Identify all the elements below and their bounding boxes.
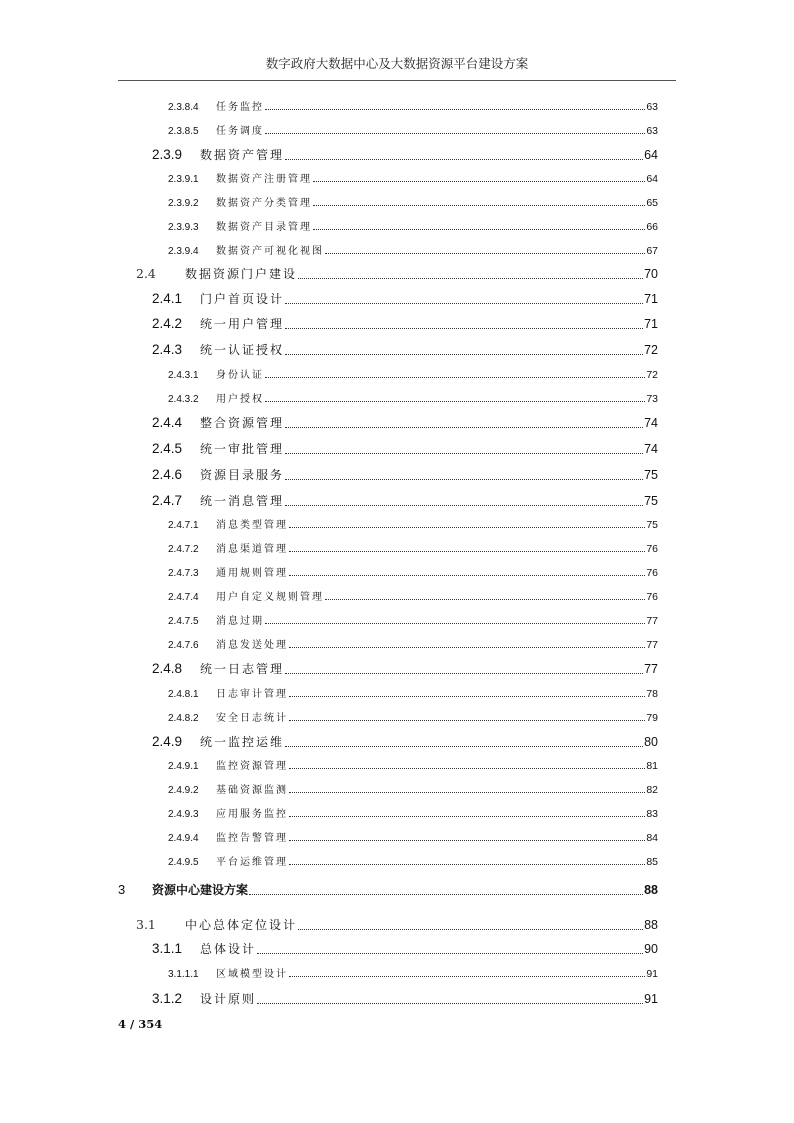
toc-dot-leader	[285, 479, 643, 480]
toc-entry[interactable]	[152, 990, 658, 1007]
toc-entry-title: 数据资产分类管理	[216, 198, 312, 209]
toc-dot-leader	[289, 720, 645, 721]
toc-entry-number: 2.4.7	[152, 493, 183, 508]
toc-entry-number: 2.4.6	[152, 467, 183, 482]
toc-entry-page: 91	[646, 968, 658, 980]
toc-entry-page: 73	[646, 393, 658, 405]
toc-entry-page: 74	[644, 442, 658, 456]
toc-entry[interactable]	[168, 636, 658, 651]
toc-entry-page: 77	[646, 615, 658, 627]
toc-entry-page: 75	[646, 519, 658, 531]
toc-dot-leader	[289, 647, 645, 648]
toc-entry-number: 3.1	[136, 917, 156, 932]
toc-entry-page: 77	[644, 662, 658, 676]
toc-entry-number: 2.4.9.3	[168, 809, 199, 820]
toc-entry[interactable]	[168, 540, 658, 555]
toc-entry-page: 64	[644, 148, 658, 162]
toc-dot-leader	[313, 229, 645, 230]
toc-entry-number: 2.3.9.2	[168, 198, 199, 209]
toc-entry[interactable]	[152, 440, 658, 457]
toc-entry[interactable]	[168, 829, 658, 844]
toc-entry-number: 3.1.1.1	[168, 969, 199, 980]
toc-entry[interactable]	[168, 853, 658, 868]
toc-entry[interactable]	[152, 492, 658, 509]
toc-entry-page: 72	[646, 369, 658, 381]
toc-entry-number: 2.4.8	[152, 661, 183, 676]
toc-entry-number: 2.4.7.5	[168, 616, 199, 627]
toc-entry-page: 82	[646, 784, 658, 796]
toc-entry[interactable]	[152, 315, 658, 332]
toc-entry-title: 数据资源门户建设	[185, 267, 298, 281]
toc-entry-number: 2.4.7.6	[168, 640, 199, 651]
toc-entry-title: 总体设计	[200, 942, 257, 956]
toc-entry-title: 用户自定义规则管理	[216, 592, 324, 603]
toc-dot-leader	[285, 427, 643, 428]
toc-entry[interactable]	[152, 146, 658, 163]
toc-entry-number: 2.4.7.1	[168, 520, 199, 531]
page-number-footer: 4 / 354	[118, 1017, 163, 1031]
toc-entry-page: 81	[646, 760, 658, 772]
toc-entry-title: 整合资源管理	[200, 416, 285, 430]
toc-entry-title: 数据资产注册管理	[216, 174, 312, 185]
toc-dot-leader	[313, 205, 645, 206]
toc-entry-page: 75	[644, 494, 658, 508]
toc-dot-leader	[257, 1003, 643, 1004]
toc-entry-title: 资源中心建设方案	[152, 883, 249, 897]
toc-entry[interactable]	[152, 466, 658, 483]
toc-dot-leader	[289, 816, 645, 817]
toc-dot-leader	[285, 453, 643, 454]
toc-entry-page: 70	[644, 267, 658, 281]
toc-entry-number: 2.4.9.1	[168, 761, 199, 772]
toc-entry-page: 72	[644, 343, 658, 357]
toc-entry-number: 2.4.2	[152, 316, 183, 331]
toc-dot-leader	[289, 840, 645, 841]
toc-entry-page: 71	[644, 317, 658, 331]
toc-dot-leader	[289, 976, 645, 977]
toc-entry-page: 63	[646, 101, 658, 113]
toc-entry-number: 2.4.3.1	[168, 370, 199, 381]
toc-entry-number: 2.3.8.5	[168, 126, 199, 137]
toc-entry[interactable]	[136, 265, 658, 282]
toc-entry-number: 2.4.9.4	[168, 833, 199, 844]
toc-entry-page: 91	[644, 992, 658, 1006]
toc-dot-leader	[285, 505, 643, 506]
toc-entry-page: 78	[646, 688, 658, 700]
toc-entry-title: 用户授权	[216, 394, 264, 405]
toc-entry[interactable]	[136, 916, 658, 933]
toc-entry[interactable]	[168, 965, 658, 980]
toc-entry-title: 统一消息管理	[200, 494, 285, 508]
toc-entry-title: 任务监控	[216, 102, 264, 113]
toc-dot-leader	[313, 181, 645, 182]
toc-dot-leader	[289, 768, 645, 769]
toc-entry-title: 中心总体定位设计	[185, 918, 298, 932]
toc-entry-page: 90	[644, 942, 658, 956]
toc-dot-leader	[325, 599, 645, 600]
toc-entry-title: 应用服务监控	[216, 809, 288, 820]
toc-entry[interactable]	[168, 390, 658, 405]
toc-entry-number: 2.4.3	[152, 342, 183, 357]
toc-entry-page: 63	[646, 125, 658, 137]
toc-entry[interactable]	[168, 170, 658, 185]
toc-entry-title: 监控告警管理	[216, 833, 288, 844]
toc-dot-leader	[285, 303, 643, 304]
toc-entry-page: 84	[646, 832, 658, 844]
toc-dot-leader	[285, 354, 643, 355]
toc-entry-number: 2.4.8.1	[168, 689, 199, 700]
toc-entry-title: 通用规则管理	[216, 568, 288, 579]
toc-entry-title: 门户首页设计	[200, 292, 285, 306]
toc-dot-leader	[265, 377, 645, 378]
toc-dot-leader	[298, 929, 643, 930]
toc-entry-number: 2.4.1	[152, 291, 183, 306]
toc-dot-leader	[289, 696, 645, 697]
toc-entry-title: 资源目录服务	[200, 468, 285, 482]
toc-entry-number: 2.3.9.4	[168, 246, 199, 257]
toc-entry-page: 77	[646, 639, 658, 651]
toc-entry-page: 80	[644, 735, 658, 749]
toc-entry-page: 64	[646, 173, 658, 185]
toc-entry-title: 数据资产目录管理	[216, 222, 312, 233]
toc-entry-number: 2.4.9	[152, 734, 183, 749]
toc-entry-title: 统一监控运维	[200, 735, 285, 749]
toc-entry[interactable]	[168, 709, 658, 724]
toc-entry-page: 76	[646, 567, 658, 579]
toc-dot-leader	[285, 328, 643, 329]
toc-entry-number: 2.4.4	[152, 415, 183, 430]
toc-entry[interactable]	[168, 757, 658, 772]
toc-entry-number: 2.4.8.2	[168, 713, 199, 724]
toc-entry-title: 基础资源监测	[216, 785, 288, 796]
toc-entry-number: 2.3.9.3	[168, 222, 199, 233]
toc-entry-page: 79	[646, 712, 658, 724]
toc-entry-page: 88	[644, 918, 658, 932]
toc-entry[interactable]	[168, 366, 658, 381]
toc-entry-page: 65	[646, 197, 658, 209]
toc-dot-leader	[257, 953, 643, 954]
toc-entry-number: 3.1.1	[152, 941, 183, 956]
toc-entry-number: 3	[118, 882, 126, 897]
toc-entry-title: 安全日志统计	[216, 713, 288, 724]
toc-entry-title: 消息类型管理	[216, 520, 288, 531]
toc-dot-leader	[265, 109, 645, 110]
toc-dot-leader	[249, 894, 643, 895]
toc-entry-title: 消息渠道管理	[216, 544, 288, 555]
toc-entry[interactable]	[168, 194, 658, 209]
toc-entry[interactable]	[118, 881, 658, 898]
toc-entry-number: 2.4.9.5	[168, 857, 199, 868]
toc-entry-page: 66	[646, 221, 658, 233]
toc-entry[interactable]	[152, 660, 658, 677]
toc-entry-title: 区域模型设计	[216, 969, 288, 980]
toc-entry-number: 2.4.3.2	[168, 394, 199, 405]
toc-entry[interactable]	[168, 805, 658, 820]
toc-entry-page: 67	[646, 245, 658, 257]
page-header-title: 数字政府大数据中心及大数据资源平台建设方案	[265, 56, 529, 71]
toc-entry[interactable]	[168, 685, 658, 700]
toc-dot-leader	[285, 746, 643, 747]
toc-entry[interactable]	[168, 98, 658, 113]
toc-entry-number: 2.3.9	[152, 147, 183, 162]
toc-entry-title: 数据资产管理	[200, 148, 285, 162]
toc-entry-title: 平台运维管理	[216, 857, 288, 868]
toc-entry[interactable]	[168, 242, 658, 257]
toc-entry-title: 消息发送处理	[216, 640, 288, 651]
toc-entry-title: 设计原则	[200, 992, 257, 1006]
toc-entry-page: 76	[646, 543, 658, 555]
toc-entry-page: 85	[646, 856, 658, 868]
toc-dot-leader	[289, 527, 645, 528]
toc-dot-leader	[265, 133, 645, 134]
toc-entry[interactable]	[168, 564, 658, 579]
toc-entry-number: 2.3.8.4	[168, 102, 199, 113]
toc-entry-title: 数据资产可视化视图	[216, 246, 324, 257]
toc-entry-page: 88	[644, 883, 658, 897]
toc-dot-leader	[285, 159, 643, 160]
toc-dot-leader	[298, 278, 643, 279]
toc-entry-number: 2.4.7.3	[168, 568, 199, 579]
toc-entry[interactable]	[152, 414, 658, 431]
toc-entry[interactable]	[168, 516, 658, 531]
toc-entry-number: 2.4.9.2	[168, 785, 199, 796]
toc-entry[interactable]	[152, 341, 658, 358]
toc-entry[interactable]	[168, 781, 658, 796]
toc-entry[interactable]	[168, 612, 658, 627]
toc-entry-page: 74	[644, 416, 658, 430]
toc-entry[interactable]	[152, 733, 658, 750]
toc-entry-page: 71	[644, 292, 658, 306]
toc-entry-title: 日志审计管理	[216, 689, 288, 700]
toc-dot-leader	[289, 575, 645, 576]
toc-entry-page: 75	[644, 468, 658, 482]
toc-dot-leader	[325, 253, 645, 254]
toc-dot-leader	[265, 623, 645, 624]
toc-dot-leader	[289, 792, 645, 793]
toc-entry-number: 2.4.5	[152, 441, 183, 456]
toc-dot-leader	[289, 551, 645, 552]
toc-entry-title: 统一日志管理	[200, 662, 285, 676]
toc-entry-page: 83	[646, 808, 658, 820]
toc-entry[interactable]	[168, 218, 658, 233]
toc-entry[interactable]	[152, 940, 658, 957]
toc-entry-title: 任务调度	[216, 126, 264, 137]
toc-entry-title: 消息过期	[216, 616, 264, 627]
toc-entry-number: 2.4.7.2	[168, 544, 199, 555]
toc-dot-leader	[285, 673, 643, 674]
toc-entry[interactable]	[168, 588, 658, 603]
toc-entry[interactable]	[152, 290, 658, 307]
toc-entry-title: 统一认证授权	[200, 343, 285, 357]
toc-entry-title: 统一用户管理	[200, 317, 285, 331]
toc-entry-number: 2.4.7.4	[168, 592, 199, 603]
toc-entry-number: 2.3.9.1	[168, 174, 199, 185]
toc-dot-leader	[289, 864, 645, 865]
toc-entry-title: 身份认证	[216, 370, 264, 381]
toc-entry-page: 76	[646, 591, 658, 603]
toc-entry-number: 3.1.2	[152, 991, 183, 1006]
toc-entry-title: 监控资源管理	[216, 761, 288, 772]
toc-entry[interactable]	[168, 122, 658, 137]
toc-dot-leader	[265, 401, 645, 402]
toc-entry-number: 2.4	[136, 266, 156, 281]
toc-entry-title: 统一审批管理	[200, 442, 285, 456]
